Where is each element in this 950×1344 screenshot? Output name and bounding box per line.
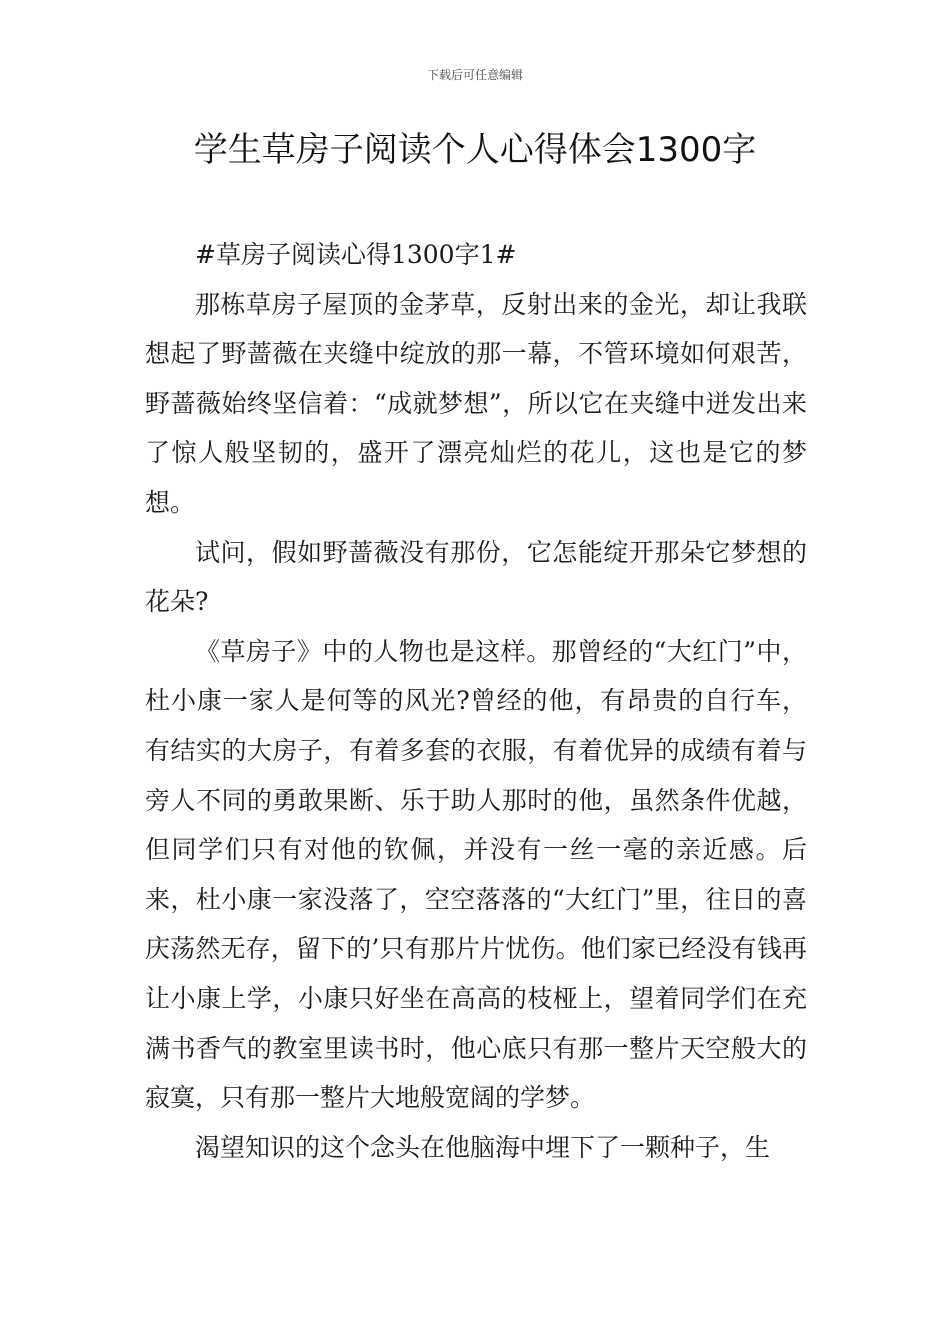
- paragraph: 试问，假如野蔷薇没有那份，它怎能绽开那朵它梦想的花朵?: [145, 537, 807, 617]
- document-body: [145, 230, 807, 1172]
- header-note: 下载后可任意编辑: [426, 68, 523, 82]
- paragraph: 《草房子》中的人物也是这样。那曾经的“大红门”中，杜小康一家人是何等的风光?曾经的他，有昂贵的自行车，有结实的大房子，有着多套的衣服，有着优异的成绩有着与旁人不同的勇敢果断、乐于助人那时的他，虽然条件优越，但同学们只有对他的钦佩，并没有一丝一毫的亲近感。后来，杜小康一家没落了，空空落落的“大红门”里，往日的喜庆荡然无存，留下的’只有那片片忧伤。他们家已经没有钱再让小康上学，小康只好坐在高高的枝桠上，望着同学们在充满书香气的教室里读书时，他心底只有那一整片天空般大的寂寞，只有那一整片大地般宽阔的学梦。: [145, 636, 807, 1113]
- paragraph: 那栋草房子屋顶的金茅草，反射出来的金光，却让我联想起了野蔷薇在夹缝中绽放的那一幕，不管环境如何艰苦，野蔷薇始终坚信着：“成就梦想”，所以它在夹缝中迸发出来了惊人般坚韧的，盛开了漂亮灿烂的花儿，这也是它的梦想。: [145, 289, 807, 517]
- paragraph-subheading: #草房子阅读心得1300字1#: [195, 240, 517, 269]
- document-title: 学生草房子阅读个人心得体会1300字: [193, 130, 757, 170]
- paragraph: 渴望知识的这个念头在他脑海中埋下了一颗种子，生: [195, 1132, 771, 1162]
